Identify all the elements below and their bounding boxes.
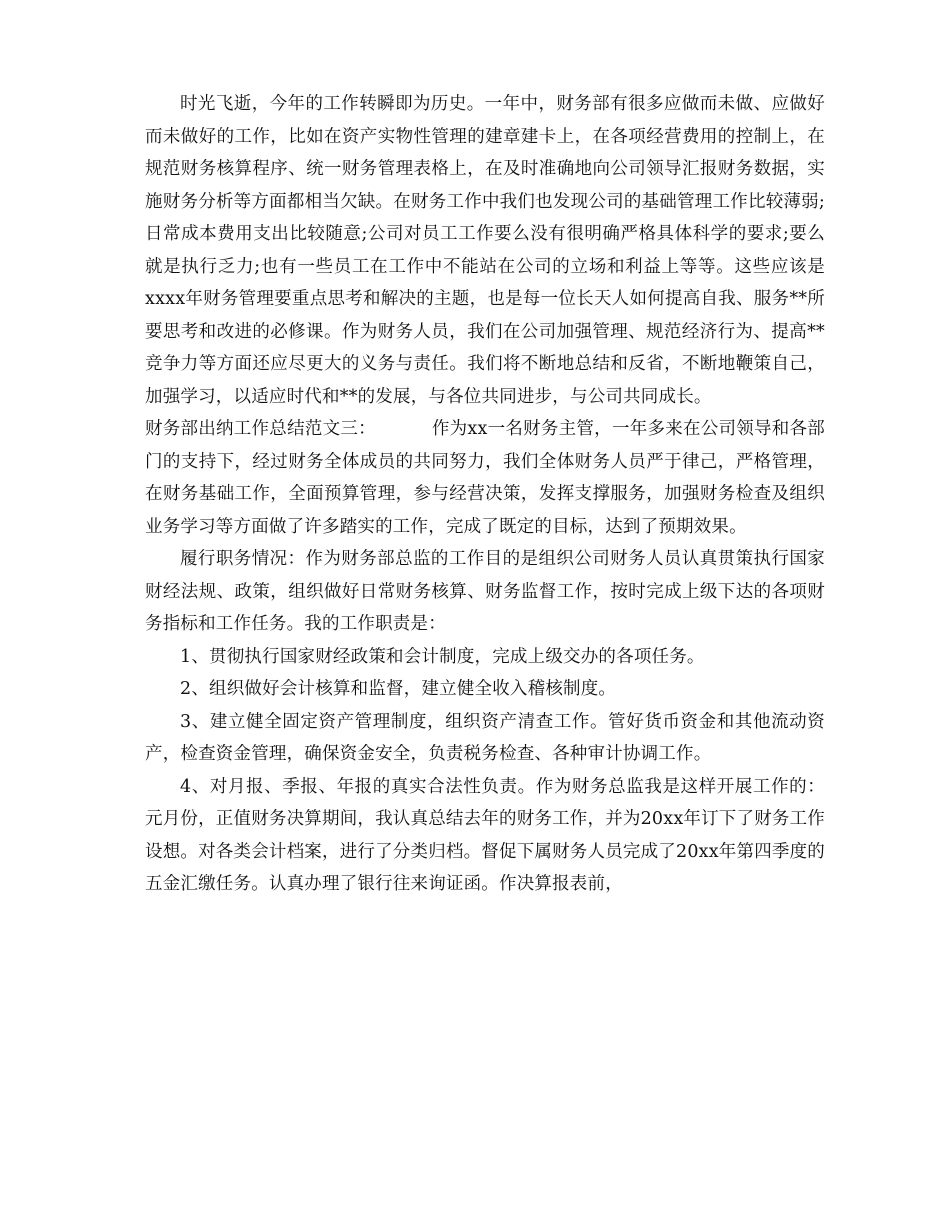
document-body: [145, 88, 825, 901]
duty-item-2: 2、组织做好会计核算和监督，建立健全收入稽核制度。: [180, 679, 617, 699]
summary-paragraph: 时光飞逝，今年的工作转瞬即为历史。一年中，财务部有很多应做而未做、应做好而未做好的工作，比如在资产实物性管理的建章建卡上，在各项经营费用的控制上，在规范财务核算程序、统一财务管理表格上，在及时准确地向公司领导汇报财务数据，实施财务分析等方面都相当欠缺。在财务工作中我们也发现公司的基础管理工作比较薄弱;日常成本费用支出比较随意;公司对员工工作要么没有很明确严格具体科学的要求;要么就是执行乏力;也有一些员工在工作中不能站在公司的立场和利益上等等。这些应该是xxxx年财务管理要重点思考和解决的主题，也是每一位长天人如何提高自我、服务**所要思考和改进的必修课。作为财务人员，我们在公司加强管理、规范经济行为、提高**竞争力等方面还应尽更大的义务与责任。我们将不断地总结和反省，不断地鞭策自己，加强学习，以适应时代和**的发展，与各位共同进步，与公司共同成长。: [145, 94, 825, 407]
section-paragraph: [145, 413, 825, 543]
section-title: 财务部出纳工作总结范文三：: [145, 419, 376, 439]
section-intro: 作为xx一名财务主管，一年多来在公司领导和各部门的支持下，经过财务全体成员的共同努力，我们全体财务人员严于律己，严格管理，在财务基础工作，全面预算管理，参与经营决策，发挥支撑服务，加强财务检查及组织业务学习等方面做了许多踏实的工作，完成了既定的目标，达到了预期效果。: [145, 419, 825, 537]
duties-intro-paragraph: 履行职务情况：作为财务部总监的工作目的是组织公司财务人员认真贯策执行国家财经法规、政策，组织做好日常财务核算、财务监督工作，按时完成上级下达的各项财务指标和工作任务。我的工作职责是：: [145, 549, 825, 634]
duty-item-1: 1、贯彻执行国家财经政策和会计制度，完成上级交办的各项任务。: [180, 646, 705, 667]
duty-item-4: 4、对月报、季报、年报的真实合法性负责。作为财务总监我是这样开展工作的：元月份，正值财务决算期间，我认真总结去年的财务工作，并为20xx年订下了财务工作设想。对各类会计档案，进行了分类归档。督促下属财务人员完成了20xx年第四季度的五金汇缴任务。认真办理了银行往来询证函。作决算报表前，: [145, 776, 826, 894]
duty-item-3: 3、建立健全固定资产管理制度，组织资产清查工作。管好货币资金和其他流动资产，检查资金管理，确保资金安全，负责税务检查、各种审计协调工作。: [145, 711, 825, 764]
